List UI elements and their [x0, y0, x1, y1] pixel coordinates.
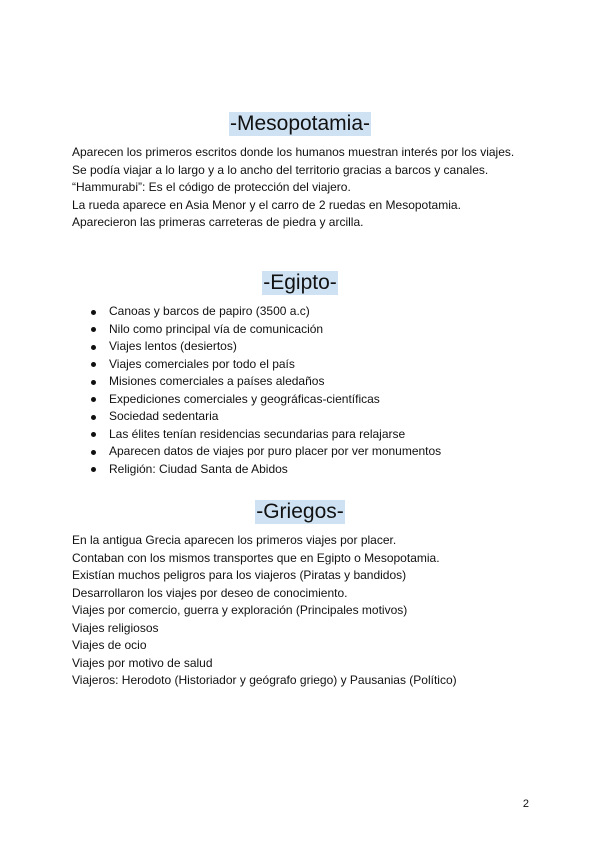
griegos-line: Viajes religiosos — [72, 620, 159, 635]
list-item — [72, 408, 532, 426]
bullet-icon — [91, 432, 96, 437]
griegos-line: Desarrollaron los viajes por deseo de conocimiento. — [72, 585, 348, 600]
bullet-icon — [91, 467, 96, 472]
griegos-line: Existían muchos peligros para los viajeros (Piratas y bandidos) — [72, 568, 407, 582]
list-item-text: Viajes lentos (desiertos) — [109, 339, 237, 353]
griegos-line: En la antigua Grecia aparecen los primeros viajes por placer. — [72, 533, 397, 547]
list-item — [72, 443, 532, 461]
list-item — [72, 338, 532, 356]
list-item-text: Canoas y barcos de papiro (3500 a.c) — [109, 304, 310, 318]
bullet-icon — [91, 450, 96, 455]
section-heading-griegos: -Griegos- — [256, 500, 344, 523]
mesopotamia-line: Aparecen los primeros escritos donde los humanos muestran interés por los viajes. — [72, 145, 515, 159]
section-heading-mesopotamia: -Mesopotamia- — [229, 112, 371, 135]
mesopotamia-heading-wrap — [0, 112, 600, 136]
griegos-paragraph — [72, 532, 532, 690]
griegos-line: Viajes por motivo de salud — [72, 655, 213, 670]
list-item-text: Expediciones comerciales y geográficas-científicas — [109, 391, 380, 406]
page-number: 2 — [522, 798, 529, 810]
griegos-line: Contaban con los mismos transportes que en Egipto o Mesopotamia. — [72, 550, 440, 565]
list-item-text: Las élites tenían residencias secundarias para relajarse — [109, 426, 406, 441]
section-heading-egipto: -Egipto- — [263, 271, 337, 294]
list-item-text: Religión: Ciudad Santa de Abidos — [109, 461, 288, 476]
list-item-text: Misiones comerciales a países aledaños — [109, 374, 325, 388]
bullet-icon — [91, 327, 96, 332]
bullet-icon — [91, 415, 96, 420]
list-item — [72, 373, 532, 391]
bullet-icon — [91, 380, 96, 385]
bullet-icon — [91, 397, 96, 402]
bullet-icon — [91, 362, 96, 367]
list-item-text: Aparecen datos de viajes por puro placer por ver monumentos — [109, 444, 442, 458]
list-item — [72, 356, 532, 374]
list-item — [72, 303, 532, 321]
egipto-bullet-list — [72, 303, 532, 478]
mesopotamia-line: Aparecieron las primeras carreteras de piedra y arcilla. — [72, 215, 364, 229]
list-item-text: Viajes comerciales por todo el país — [109, 356, 295, 371]
bullet-icon — [91, 310, 96, 315]
list-item-text: Nilo como principal vía de comunicación — [109, 321, 324, 336]
list-item — [72, 321, 532, 339]
bullet-icon — [91, 345, 96, 350]
list-item — [72, 461, 532, 479]
egipto-heading-wrap — [0, 271, 600, 295]
list-item — [72, 426, 532, 444]
griegos-line: Viajeros: Herodoto (Historiador y geógrafo griego) y Pausanias (Político) — [72, 673, 457, 687]
mesopotamia-line: La rueda aparece en Asia Menor y el carro de 2 ruedas en Mesopotamia. — [72, 197, 461, 212]
mesopotamia-paragraph — [72, 144, 532, 232]
list-item-text: Sociedad sedentaria — [109, 409, 219, 423]
griegos-line: Viajes de ocio — [72, 638, 147, 652]
mesopotamia-line: Se podía viajar a lo largo y a lo ancho del territorio gracias a barcos y canales. — [72, 162, 489, 177]
griegos-line: Viajes por comercio, guerra y exploración (Principales motivos) — [72, 603, 408, 617]
list-item — [72, 391, 532, 409]
griegos-heading-wrap — [0, 500, 600, 524]
mesopotamia-line: “Hammurabi”: Es el código de protección del viajero. — [72, 180, 351, 194]
